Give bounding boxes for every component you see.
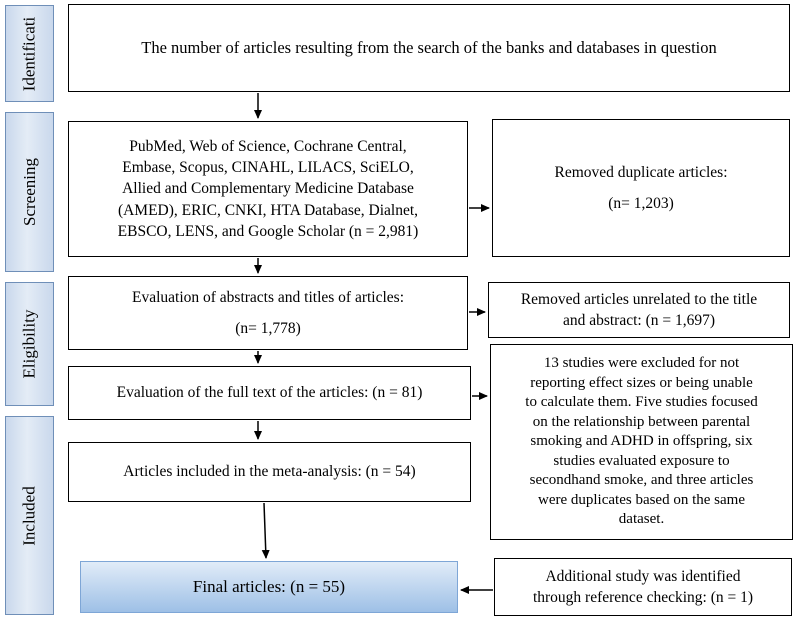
arrow-included-to-final xyxy=(264,503,266,558)
databases-line-4: (AMED), ERIC, CNKI, HTA Database, Dialnet, xyxy=(117,201,419,219)
abstracts-count: (n= 1,778) xyxy=(235,320,301,337)
duplicates-count: (n= 1,203) xyxy=(608,195,674,212)
databases-box xyxy=(68,121,468,257)
included-meta-text: Articles included in the meta-analysis: (n = 54) xyxy=(123,463,416,481)
stage-included-label: Included xyxy=(19,485,39,546)
excluded-line-9: dataset. xyxy=(618,511,665,528)
excluded-line-8: were duplicates based on the same xyxy=(537,491,745,508)
stage-screening xyxy=(5,112,54,272)
excluded-box xyxy=(490,344,793,540)
final-articles-text: Final articles: (n = 55) xyxy=(192,577,346,597)
duplicates-label: Removed duplicate articles: xyxy=(554,163,728,181)
unrelated-line-1: Removed articles unrelated to the title xyxy=(520,290,758,308)
databases-line-2: Embase, Scopus, CINAHL, LILACS, SciELO, xyxy=(122,158,414,176)
duplicates-box xyxy=(492,119,790,257)
final-articles-box xyxy=(80,561,458,613)
additional-line-2: through reference checking: (n = 1) xyxy=(532,589,754,606)
stage-eligibility xyxy=(5,282,54,406)
fulltext-box xyxy=(68,366,471,420)
abstracts-box xyxy=(68,276,468,350)
additional-study-box xyxy=(494,558,792,616)
included-meta-box xyxy=(68,442,471,502)
excluded-line-1: 13 studies were excluded for not xyxy=(543,355,740,372)
excluded-line-3: to calculate them. Five studies focused xyxy=(525,394,758,411)
search-box xyxy=(68,4,790,92)
stage-eligibility-label: Eligibility xyxy=(19,309,39,379)
databases-line-1: PubMed, Web of Science, Cochrane Central, xyxy=(129,137,407,155)
stage-included xyxy=(5,416,54,615)
excluded-line-7: secondhand smoke, and three articles xyxy=(529,472,754,489)
unrelated-line-2: and abstract: (n = 1,697) xyxy=(562,312,716,329)
unrelated-box xyxy=(488,282,790,338)
excluded-line-2: reporting effect sizes or being unable xyxy=(530,374,753,391)
excluded-line-5: smoking and ADHD in offspring, six xyxy=(530,433,753,450)
databases-line-5: EBSCO, LENS, and Google Scholar (n = 2,981) xyxy=(117,223,419,241)
excluded-line-4: on the relationship between parental xyxy=(532,413,751,430)
search-text: The number of articles resulting from the search of the banks and databases in question xyxy=(141,37,717,57)
excluded-line-6: studies evaluated exposure to xyxy=(553,452,730,469)
stage-identification-label: Identificati xyxy=(19,16,39,91)
abstracts-label: Evaluation of abstracts and titles of articles: xyxy=(131,288,405,306)
databases-line-3: Allied and Complementary Medicine Database xyxy=(122,180,414,198)
stage-screening-label: Screening xyxy=(19,158,39,226)
stage-identification xyxy=(5,5,54,102)
fulltext-text: Evaluation of the full text of the articles: (n = 81) xyxy=(116,384,423,402)
additional-line-1: Additional study was identified xyxy=(545,567,741,585)
